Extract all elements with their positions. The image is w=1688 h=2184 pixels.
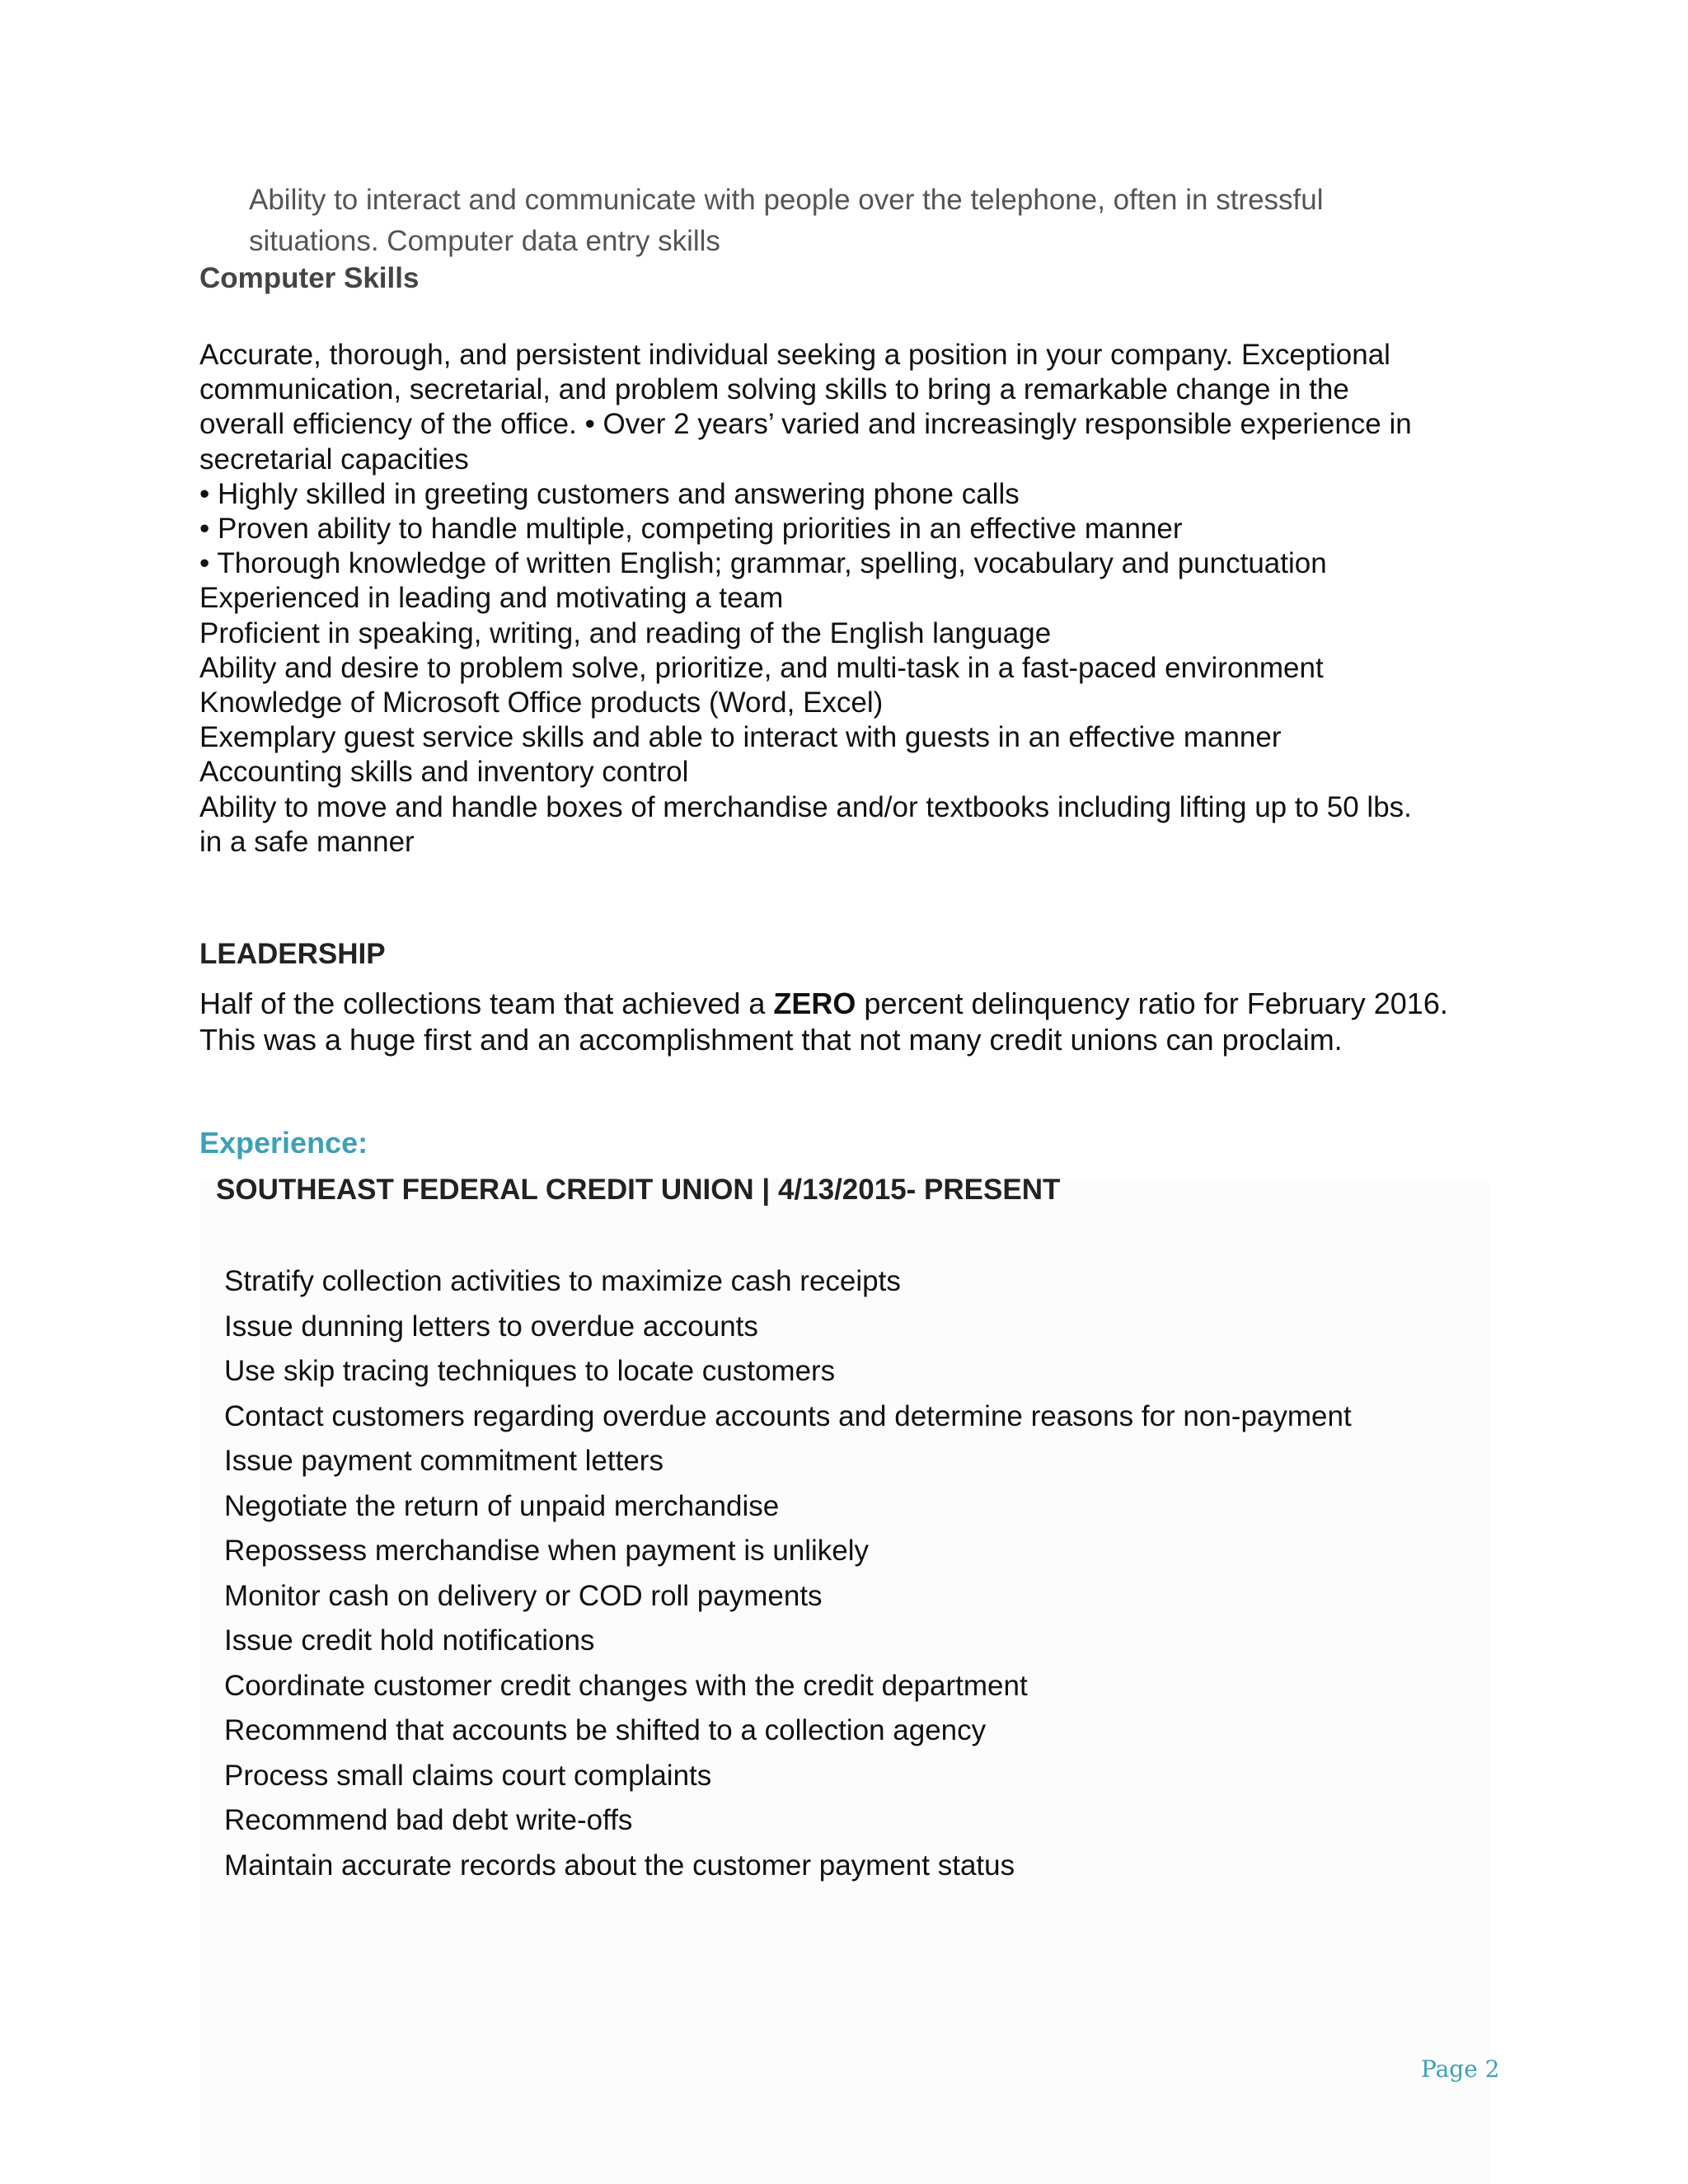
duty-item: Recommend that accounts be shifted to a collection agency <box>224 1714 987 1746</box>
skills-line: in a safe manner <box>199 825 415 858</box>
skills-line: overall efficiency of the office. • Over 2 years’ varied and increasingly responsible experience in <box>199 408 1412 441</box>
duty-item: Issue payment commitment letters <box>224 1445 663 1477</box>
skills-line: Proficient in speaking, writing, and reading of the English language <box>199 616 1052 649</box>
intro-line: Ability to interact and communicate with people over the telephone, often in stressful <box>249 184 1324 216</box>
skills-line: • Highly skilled in greeting customers and answering phone calls <box>199 477 1020 510</box>
leadership-paragraph <box>199 986 1518 1058</box>
leadership-text: percent delinquency ratio for February 2016. <box>856 987 1448 1020</box>
duty-item: Coordinate customer credit changes with the credit department <box>224 1669 1028 1702</box>
duty-item: Issue credit hold notifications <box>224 1624 595 1657</box>
duty-item: Maintain accurate records about the customer payment status <box>224 1849 1015 1882</box>
leadership-line <box>199 986 1518 1022</box>
leadership-text: Half of the collections team that achieved a <box>199 987 774 1020</box>
leadership-line: This was a huge first and an accomplishment that not many credit unions can proclaim. <box>199 1023 1343 1057</box>
experience-heading: Experience: <box>199 1126 368 1160</box>
intro-line: situations. Computer data entry skills <box>249 225 720 257</box>
skills-line: Knowledge of Microsoft Office products (Word, Excel) <box>199 687 884 719</box>
duty-item: Issue dunning letters to overdue accounts <box>224 1310 758 1343</box>
computer-skills-heading: Computer Skills <box>199 262 420 294</box>
page-number: Page 2 <box>1421 2055 1500 2083</box>
skills-line: Ability and desire to problem solve, prioritize, and multi-task in a fast-paced environment <box>199 651 1324 684</box>
leadership-heading: LEADERSHIP <box>199 938 386 970</box>
duty-item: Stratify collection activities to maximize cash receipts <box>224 1265 901 1297</box>
skills-line: communication, secretarial, and problem solving skills to bring a remarkable change in the <box>199 373 1349 406</box>
intro-paragraph <box>249 180 1485 262</box>
duties-list <box>224 1259 1510 1888</box>
duty-item: Contact customers regarding overdue accounts and determine reasons for non-payment <box>224 1399 1352 1432</box>
leadership-emphasis: ZERO <box>773 987 856 1020</box>
employer-heading: SOUTHEAST FEDERAL CREDIT UNION | 4/13/2015- PRESENT <box>216 1174 1061 1206</box>
skills-line: Experienced in leading and motivating a team <box>199 582 784 615</box>
skills-list <box>199 338 1502 860</box>
skills-line: • Proven ability to handle multiple, competing priorities in an effective manner <box>199 513 1183 546</box>
duty-item: Process small claims court complaints <box>224 1759 712 1792</box>
skills-line: Ability to move and handle boxes of merchandise and/or textbooks including lifting up to 50 lbs. <box>199 790 1412 823</box>
duty-item: Repossess merchandise when payment is unlikely <box>224 1535 870 1567</box>
skills-line: Exemplary guest service skills and able to interact with guests in an effective manner <box>199 721 1282 754</box>
skills-line: • Thorough knowledge of written English; grammar, spelling, vocabulary and punctuation <box>199 547 1327 580</box>
duty-item: Negotiate the return of unpaid merchandise <box>224 1489 780 1522</box>
duty-item: Monitor cash on delivery or COD roll payments <box>224 1579 823 1612</box>
skills-line: Accounting skills and inventory control <box>199 756 689 789</box>
duty-item: Use skip tracing techniques to locate customers <box>224 1355 836 1387</box>
skills-line: secretarial capacities <box>199 443 469 476</box>
skills-line: Accurate, thorough, and persistent individual seeking a position in your company. Exceptional <box>199 339 1390 371</box>
duty-item: Recommend bad debt write-offs <box>224 1804 633 1836</box>
